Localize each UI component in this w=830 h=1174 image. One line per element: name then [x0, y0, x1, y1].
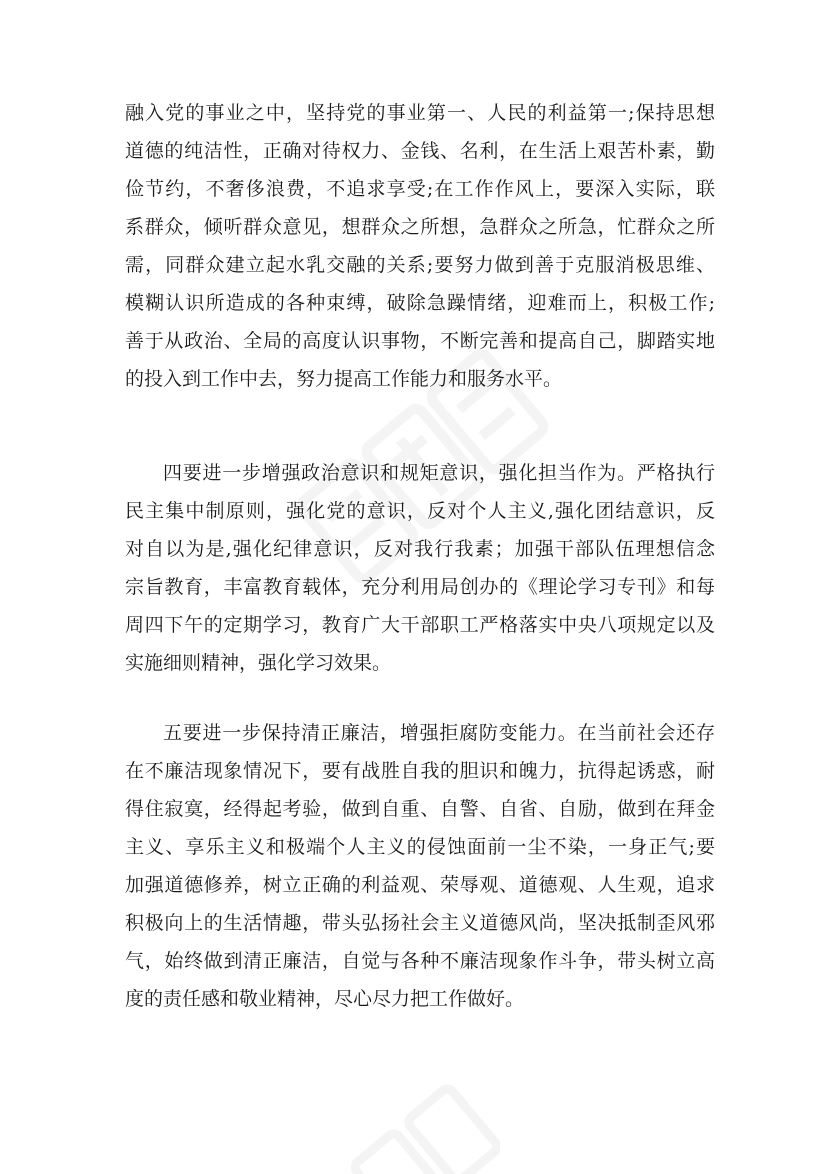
text-line: 系群众，倾听群众意见，想群众之所想，急群众之所急，忙群众之所	[125, 216, 715, 238]
watermark-logo-bottom	[330, 1080, 500, 1174]
text-line: 周四下午的定期学习，教育广大干部职工严格落实中央八项规定以及	[125, 614, 715, 636]
text-line: 四要进一步增强政治意识和规矩意识，强化担当作为。严格执行	[163, 462, 715, 484]
text-line: 加强道德修养，树立正确的利益观、荣辱观、道德观、人生观，追求	[125, 874, 715, 896]
text-line: 的投入到工作中去，努力提高工作能力和服务水平。	[125, 368, 563, 390]
text-line: 五要进一步保持清正廉洁，增强拒腐防变能力。在当前社会还存	[163, 722, 715, 744]
text-line: 在不廉洁现象情况下，要有战胜自我的胆识和魄力，抗得起诱惑，耐	[125, 760, 715, 782]
text-line: 得住寂寞，经得起考验，做到自重、自警、自省、自励，做到在拜金	[125, 798, 715, 820]
text-line: 俭节约，不奢侈浪费，不追求享受;在工作作风上，要深入实际，联	[125, 178, 715, 200]
text-line: 善于从政治、全局的高度认识事物，不断完善和提高自己，脚踏实地	[125, 330, 715, 352]
text-line: 道德的纯洁性，正确对待权力、金钱、名利，在生活上艰苦朴素，勤	[125, 140, 715, 162]
paragraph-1	[125, 94, 715, 398]
text-line: 融入党的事业之中，坚持党的事业第一、人民的利益第一;保持思想	[125, 102, 715, 124]
text-line: 度的责任感和敬业精神，尽心尽力把工作做好。	[125, 988, 525, 1010]
text-line: 需，同群众建立起水乳交融的关系;要努力做到善于克服消极思维、	[125, 254, 715, 276]
text-line: 积极向上的生活情趣，带头弘扬社会主义道德风尚，坚决抵制歪风邪	[125, 912, 715, 934]
text-line: 主义、享乐主义和极端个人主义的侵蚀面前一尘不染，一身正气;要	[125, 836, 715, 858]
text-line: 对自以为是,强化纪律意识，反对我行我素；加强干部队伍理想信念	[125, 538, 715, 560]
paragraph-2	[125, 454, 715, 682]
paragraph-3	[125, 714, 715, 1018]
text-line: 气，始终做到清正廉洁，自觉与各种不廉洁现象作斗争，带头树立高	[125, 950, 715, 972]
text-line: 实施细则精神，强化学习效果。	[125, 652, 392, 674]
text-line: 模糊认识所造成的各种束缚，破除急躁情绪，迎难而上，积极工作;	[125, 292, 715, 314]
text-line: 民主集中制原则，强化党的意识，反对个人主义,强化团结意识，反	[125, 500, 715, 522]
text-line: 宗旨教育，丰富教育载体，充分利用局创办的《理论学习专刊》和每	[125, 576, 715, 598]
